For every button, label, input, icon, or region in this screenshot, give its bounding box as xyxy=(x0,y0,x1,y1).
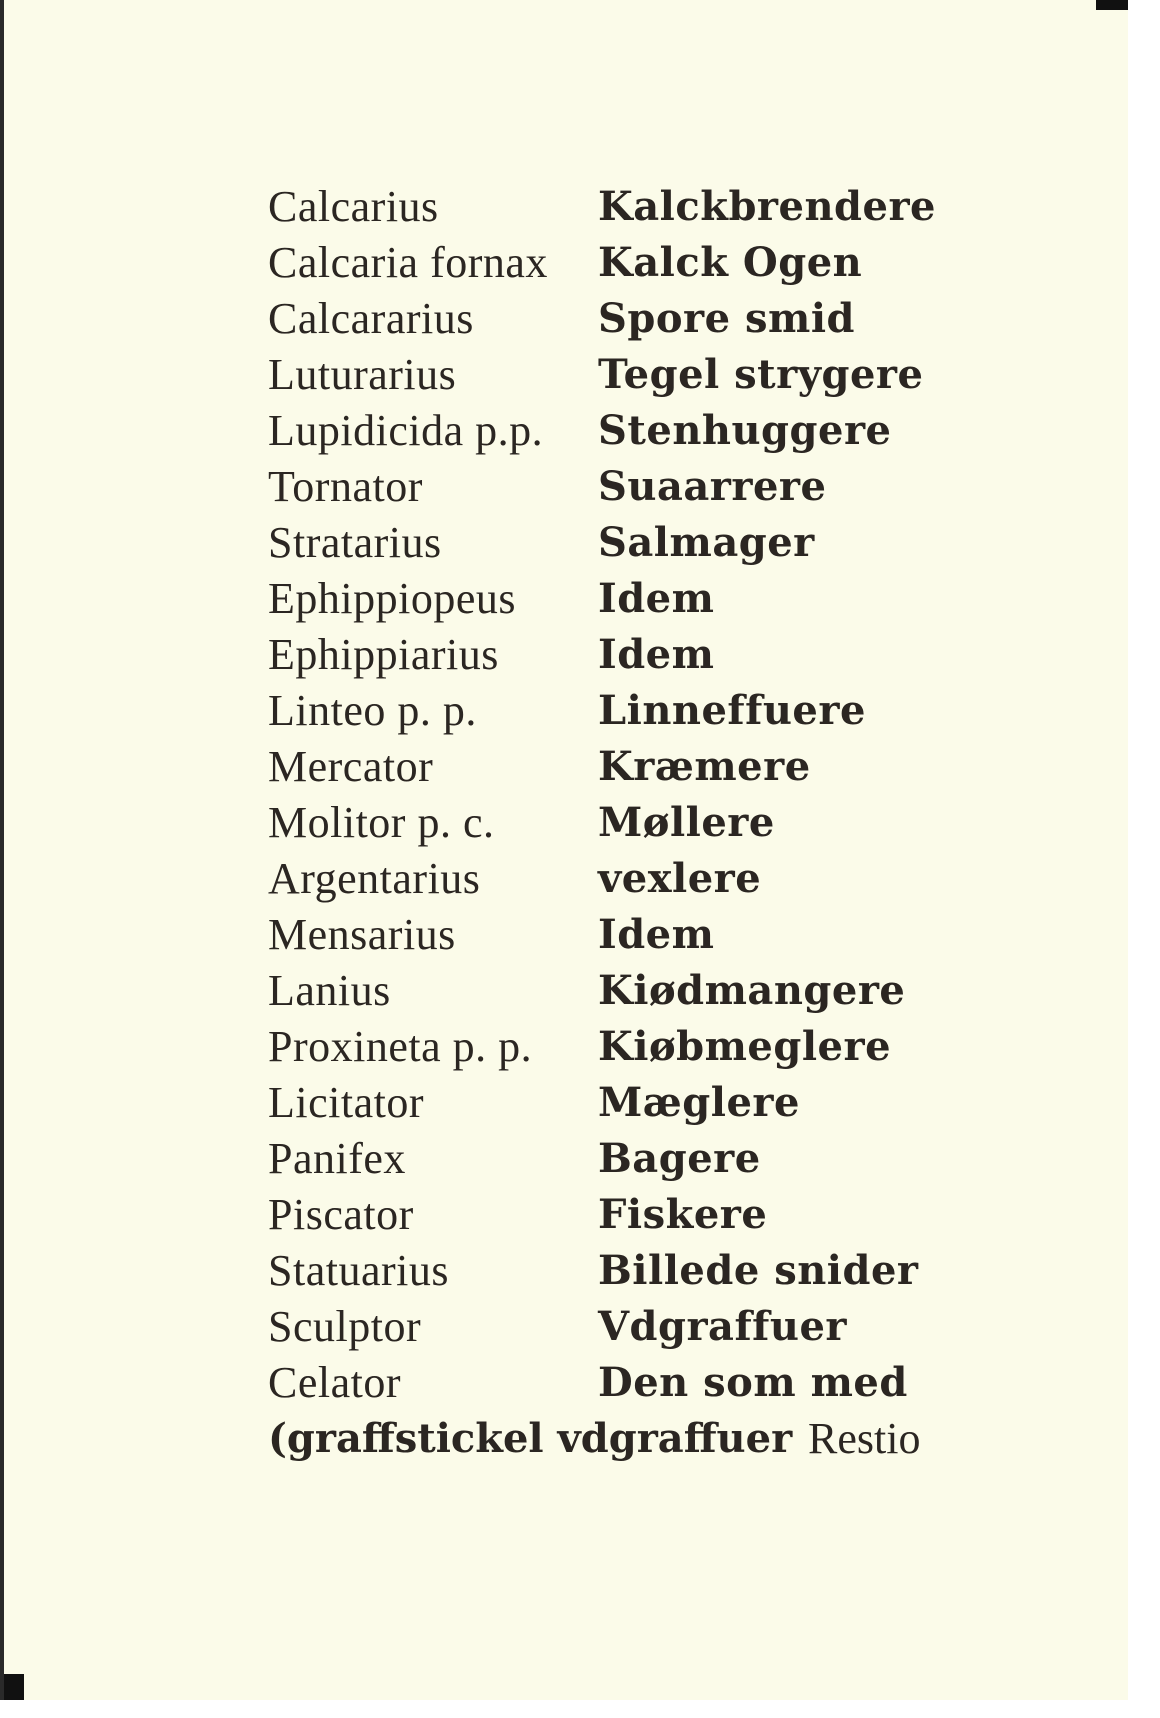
continuation-line xyxy=(268,1410,968,1466)
danish-term: Linneffuere xyxy=(598,686,866,734)
danish-continuation: (graffstickel vdgraffuer xyxy=(268,1414,793,1462)
latin-term: Lanius xyxy=(268,965,391,1015)
list-item xyxy=(268,906,968,962)
danish-term: Den som med xyxy=(598,1358,908,1406)
latin-term: Calcaria fornax xyxy=(268,237,548,287)
list-item xyxy=(268,1354,968,1410)
list-item xyxy=(268,738,968,794)
list-item xyxy=(268,794,968,850)
danish-term: Tegel strygere xyxy=(598,350,924,398)
danish-term: Bagere xyxy=(598,1134,761,1182)
scan-edge-mark-top xyxy=(1096,0,1128,10)
danish-term: Kiøbmeglere xyxy=(598,1022,892,1070)
latin-term: Luturarius xyxy=(268,349,457,399)
danish-term: Kiødmangere xyxy=(598,966,906,1014)
latin-term: Molitor p. c. xyxy=(268,797,495,847)
latin-term: Linteo p. p. xyxy=(268,685,477,735)
latin-term: Ephippiopeus xyxy=(268,573,516,623)
latin-term: Ephippiarius xyxy=(268,629,499,679)
latin-term: Calcararius xyxy=(268,293,474,343)
list-item xyxy=(268,1130,968,1186)
latin-term: Panifex xyxy=(268,1133,406,1183)
latin-term: Piscator xyxy=(268,1189,414,1239)
list-item xyxy=(268,290,968,346)
list-item xyxy=(268,1074,968,1130)
danish-term: Kræmere xyxy=(598,742,811,790)
danish-term: Idem xyxy=(598,630,715,678)
danish-term: Kalckbrendere xyxy=(598,182,936,230)
latin-term: Argentarius xyxy=(268,853,481,903)
danish-term: Mæglere xyxy=(598,1078,800,1126)
danish-term: Fiskere xyxy=(598,1190,768,1238)
list-item xyxy=(268,1298,968,1354)
latin-catchword: Restio xyxy=(808,1413,921,1463)
latin-term: Celator xyxy=(268,1357,402,1407)
list-item xyxy=(268,402,968,458)
latin-term: Statuarius xyxy=(268,1245,449,1295)
latin-term: Calcarius xyxy=(268,181,439,231)
list-item xyxy=(268,1242,968,1298)
latin-term: Tornator xyxy=(268,461,423,511)
list-item xyxy=(268,458,968,514)
list-item xyxy=(268,850,968,906)
latin-term: Lupidicida p.p. xyxy=(268,405,544,455)
list-item xyxy=(268,514,968,570)
latin-term: Proxineta p. p. xyxy=(268,1021,533,1071)
danish-term: vexlere xyxy=(598,854,762,902)
danish-term: Vdgraffuer xyxy=(598,1302,847,1350)
danish-term: Salmager xyxy=(598,518,815,566)
list-item xyxy=(268,682,968,738)
scan-edge-mark-bottom xyxy=(4,1674,24,1700)
vocabulary-list xyxy=(268,178,968,1466)
danish-term: Stenhuggere xyxy=(598,406,892,454)
danish-term: Idem xyxy=(598,910,715,958)
latin-term: Mensarius xyxy=(268,909,456,959)
danish-term: Suaarrere xyxy=(598,462,827,510)
danish-term: Kalck Ogen xyxy=(598,238,863,286)
latin-term: Mercator xyxy=(268,741,434,791)
list-item xyxy=(268,962,968,1018)
latin-term: Stratarius xyxy=(268,517,442,567)
list-item xyxy=(268,626,968,682)
list-item xyxy=(268,1018,968,1074)
danish-term: Møllere xyxy=(598,798,775,846)
latin-term: Sculptor xyxy=(268,1301,422,1351)
list-item xyxy=(268,178,968,234)
danish-term: Billede snider xyxy=(598,1246,919,1294)
list-item xyxy=(268,1186,968,1242)
list-item xyxy=(268,346,968,402)
latin-term: Licitator xyxy=(268,1077,424,1127)
list-item xyxy=(268,234,968,290)
list-item xyxy=(268,570,968,626)
danish-term: Idem xyxy=(598,574,715,622)
danish-term: Spore smid xyxy=(598,294,855,342)
